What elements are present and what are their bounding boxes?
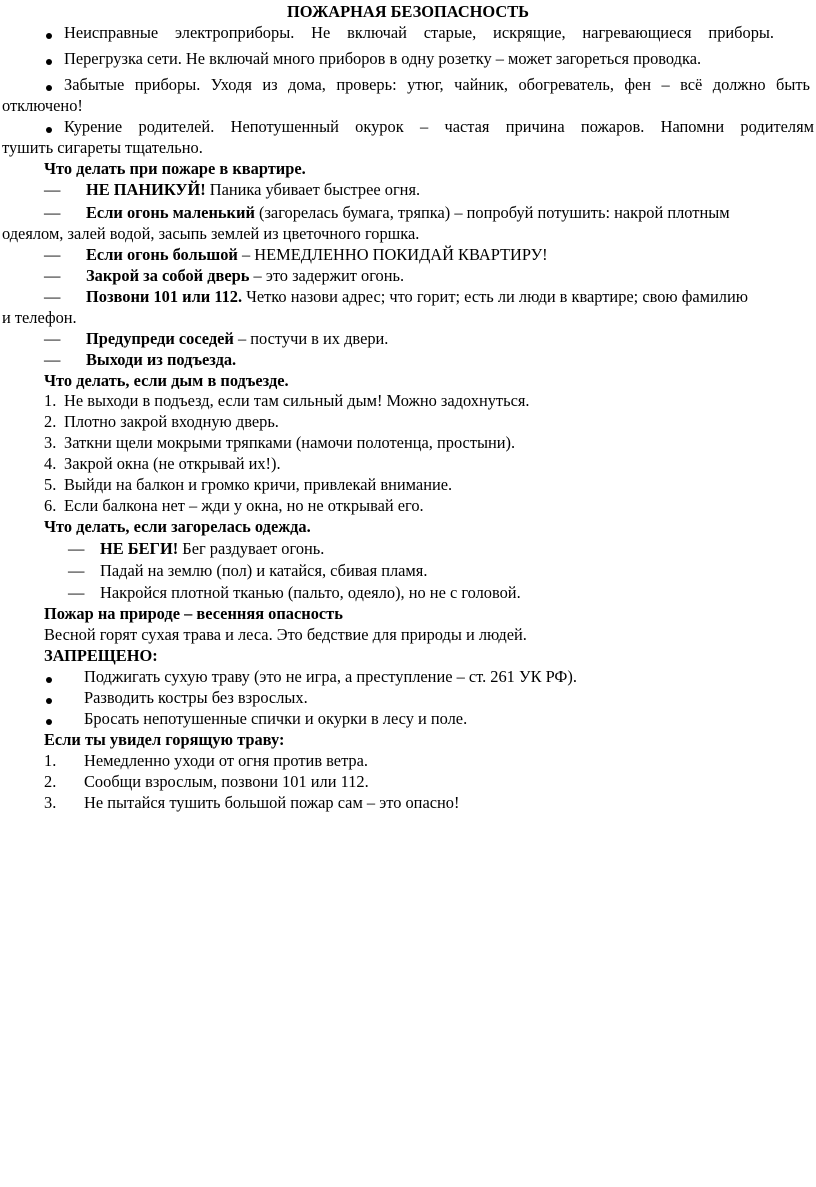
bullet-icon: [46, 59, 52, 65]
bullet-icon: [46, 677, 52, 683]
list-item-bold: Если огонь маленький: [86, 203, 255, 222]
list-item-rest: (загорелась бумага, тряпка) – попробуй потушить: накрой плотным: [254, 203, 730, 222]
list-item-text: Выйди на балкон и громко кричи, привлекай внимание.: [64, 475, 453, 494]
dash-marker: —: [44, 350, 61, 369]
list-item-text: Закрой окна (не открывай их!).: [64, 454, 281, 473]
list-item-text: Заткни щели мокрыми тряпками (намочи полотенца, простыни).: [64, 433, 516, 452]
list-item-text: [86, 350, 812, 370]
section-heading-clothes: Что делать, если загорелась одежда.: [44, 517, 311, 536]
dash-marker: —: [44, 180, 61, 199]
list-item-text: [86, 329, 812, 349]
grass-heading: Если ты увидел горящую траву:: [44, 730, 285, 749]
list-item-text-continued: отключено!: [2, 96, 83, 115]
list-item-text: Забытые приборы. Уходя из дома, проверь: утюг, чайник, обогреватель, фен – всё должно быть: [64, 75, 810, 94]
dash-marker: —: [68, 539, 85, 558]
list-item-text: [86, 203, 812, 223]
dash-marker: —: [68, 561, 85, 580]
list-item-text: Неисправные электроприборы. Не включай старые, искрящие, нагревающиеся приборы.: [64, 23, 774, 42]
list-number: 2.: [44, 412, 57, 431]
list-item-rest: Бег раздувает огонь.: [178, 539, 325, 558]
list-number: 6.: [44, 496, 57, 515]
list-item-text: [86, 245, 812, 265]
section-heading-nature: Пожар на природе – весенняя опасность: [44, 604, 343, 623]
list-item-text: Плотно закрой входную дверь.: [64, 412, 279, 431]
list-item-text: [100, 539, 812, 559]
list-item-rest: Паника убивает быстрее огня.: [205, 180, 421, 199]
list-number: 3.: [44, 793, 57, 812]
list-item-text: Бросать непотушенные спички и окурки в лесу и поле.: [84, 709, 468, 728]
list-item-text: Поджигать сухую траву (это не игра, а преступление – ст. 261 УК РФ).: [84, 667, 577, 686]
list-item-text: Не пытайся тушить большой пожар сам – это опасно!: [84, 793, 460, 812]
list-item-rest: – НЕМЕДЛЕННО ПОКИДАЙ КВАРТИРУ!: [237, 245, 548, 264]
list-item-bold: Если огонь большой: [86, 245, 238, 264]
dash-marker: —: [44, 329, 61, 348]
list-item-bold: Закрой за собой дверь: [86, 266, 250, 285]
bullet-icon: [46, 33, 52, 39]
list-item-text: Сообщи взрослым, позвони 101 или 112.: [84, 772, 369, 791]
list-number: 1.: [44, 751, 57, 770]
list-item-text: Если балкона нет – жди у окна, но не открывай его.: [64, 496, 424, 515]
list-item-text: Падай на землю (пол) и катайся, сбивая пламя.: [100, 561, 428, 580]
list-item-rest: Четко назови адрес; что горит; есть ли люди в квартире; свою фамилию: [242, 287, 748, 306]
list-item-text-continued: одеялом, залей водой, засыпь землей из цветочного горшка.: [2, 224, 420, 243]
list-item-bold: Предупреди соседей: [86, 329, 234, 348]
dash-marker: —: [44, 287, 61, 306]
list-number: 3.: [44, 433, 57, 452]
list-item-bold: Выходи из подъезда.: [86, 350, 237, 369]
list-item-bold: Позвони 101 или 112.: [86, 287, 243, 306]
section-heading-apartment: Что делать при пожаре в квартире.: [44, 159, 306, 178]
bullet-icon: [46, 719, 52, 725]
list-number: 4.: [44, 454, 57, 473]
forbidden-heading: ЗАПРЕЩЕНО:: [44, 646, 158, 665]
dash-marker: —: [44, 245, 61, 264]
list-item-text-continued: тушить сигареты тщательно.: [2, 138, 203, 157]
list-item-text-continued: и телефон.: [2, 308, 77, 327]
list-item-text: Курение родителей. Непотушенный окурок – частая причина пожаров. Напомни родителям: [64, 117, 814, 136]
list-number: 2.: [44, 772, 57, 791]
list-item-text: Разводить костры без взрослых.: [84, 688, 308, 707]
bullet-icon: [46, 698, 52, 704]
list-item-text: [86, 266, 812, 286]
list-item-bold: НЕ БЕГИ!: [100, 539, 179, 558]
list-item-text: Немедленно уходи от огня против ветра.: [84, 751, 369, 770]
section-heading-smoke: Что делать, если дым в подъезде.: [44, 371, 289, 390]
list-item-text: Накройся плотной тканью (пальто, одеяло), но не с головой.: [100, 583, 521, 602]
list-item-text: [86, 180, 812, 200]
bullet-icon: [46, 127, 52, 133]
dash-marker: —: [68, 583, 85, 602]
list-number: 5.: [44, 475, 57, 494]
dash-marker: —: [44, 203, 61, 222]
list-item-text: Перегрузка сети. Не включай много приборов в одну розетку – может загореться проводка.: [64, 49, 702, 68]
list-item-bold: НЕ ПАНИКУЙ!: [86, 180, 206, 199]
page-title: ПОЖАРНАЯ БЕЗОПАСНОСТЬ: [287, 2, 529, 21]
list-item-text: [86, 287, 812, 307]
dash-marker: —: [44, 266, 61, 285]
list-item-text: Не выходи в подъезд, если там сильный дым! Можно задохнуться.: [64, 391, 530, 410]
nature-text: Весной горят сухая трава и леса. Это бедствие для природы и людей.: [44, 625, 527, 644]
list-item-rest: – это задержит огонь.: [249, 266, 405, 285]
list-item-rest: – постучи в их двери.: [233, 329, 389, 348]
bullet-icon: [46, 85, 52, 91]
list-number: 1.: [44, 391, 57, 410]
